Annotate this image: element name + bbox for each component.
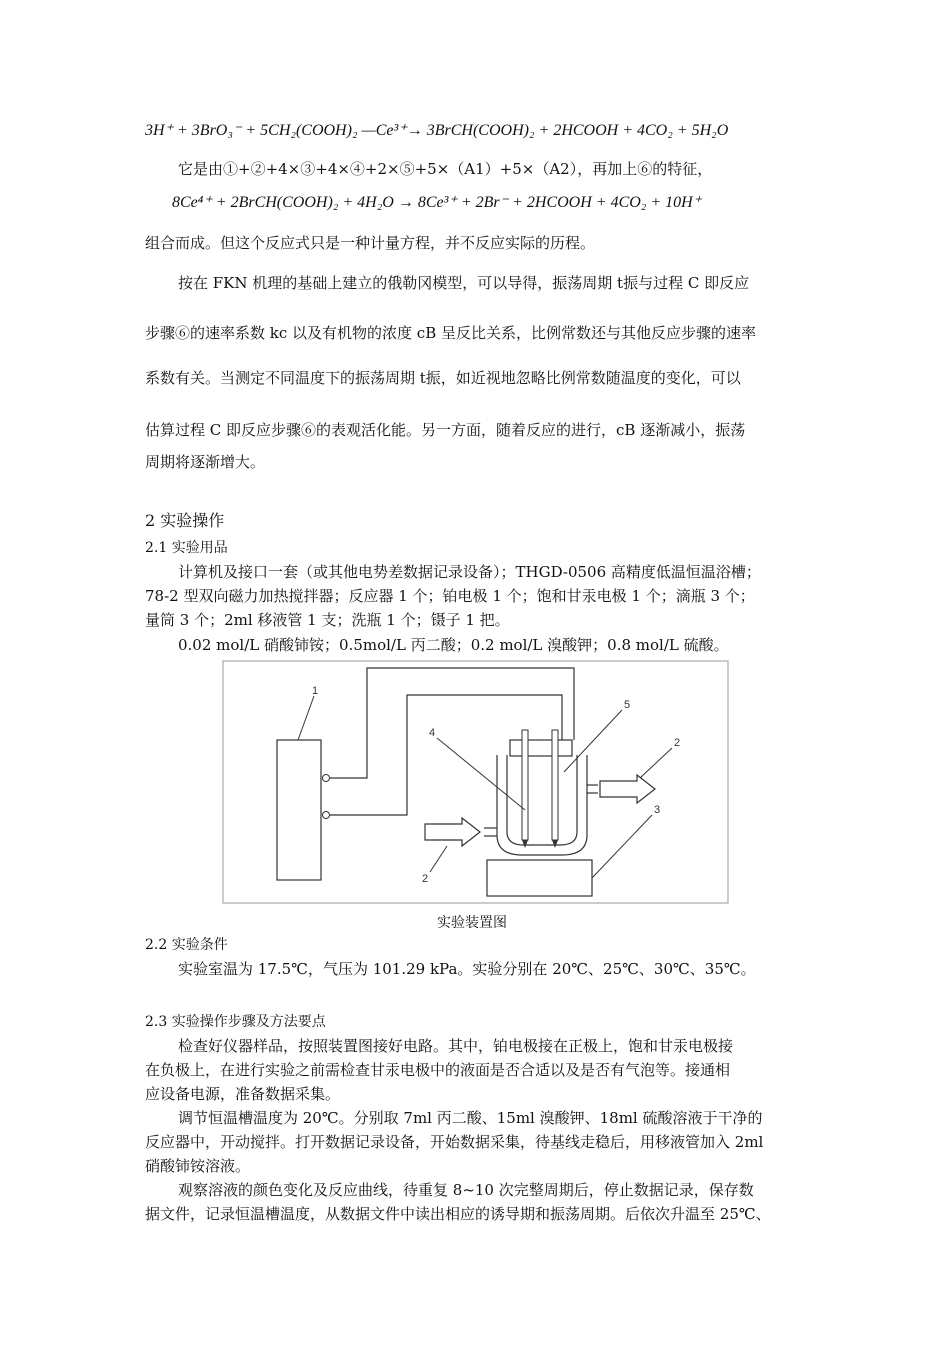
procedure-p1-line1: 检查好仪器样品，按照装置图接好电路。其中，铂电极接在正极上，饱和甘汞电极接 [178,1037,734,1055]
terminal-negative [323,812,330,819]
model-paragraph-line2: 步骤⑥的速率系数 kc 以及有机物的浓度 cB 呈反比关系，比例常数还与其他反应步骤的速率 [145,324,756,342]
diagram-label-1: 1 [312,685,319,697]
section-2-2-heading: 2.2 实验条件 [145,937,228,953]
materials-line3: 量筒 3 个；2ml 移液管 1 支；洗瓶 1 个；镊子 1 把。 [145,611,510,629]
procedure-p3-line1: 观察溶液的颜色变化及反应曲线，待重复 8~10 次完整周期后，停止数据记录，保存数 [178,1181,754,1199]
equation-1-text: 3H⁺ + 3BrO₃⁻ + 5CH₂(COOH)₂ —Ce³⁺→ 3BrCH(COOH)₂ + 2HCOOH + 4CO₂ + 5H₂O [145,122,729,139]
conditions-line: 实验室温为 17.5℃，气压为 101.29 kPa。实验分别在 20℃、25℃、30℃、35℃。 [178,960,756,978]
model-paragraph-line4: 估算过程 C 即反应步骤⑥的表观活化能。另一方面，随着反应的进行，cB 逐渐减小，振荡 [145,421,746,439]
equation-2 [172,192,701,212]
procedure-p3-line2: 据文件，记录恒温槽温度，从数据文件中读出相应的诱导期和振荡周期。后依次升温至 25℃、 [145,1205,771,1223]
apparatus-diagram [222,660,730,905]
procedure-p1-line3: 应设备电源，准备数据采集。 [145,1085,341,1103]
equation-2-text: 8Ce⁴⁺ + 2BrCH(COOH)₂ + 4H₂O → 8Ce³⁺ + 2Br⁻ + 2HCOOH + 4CO₂ + 10H⁺ [172,194,702,211]
section-2-1-heading: 2.1 实验用品 [145,540,228,556]
equation-1 [145,120,820,140]
magnetic-stirrer [487,860,592,896]
recorder-box [277,740,321,880]
electrode-calomel [552,730,558,840]
paragraph-composition-line1: 它是由①+②+4×③+4×④+2×⑤+5×（A1）+5×（A2），再加上⑥的特征， [178,160,713,178]
model-paragraph-line1: 按在 FKN 机理的基础上建立的俄勒冈模型，可以导得，振荡周期 t振与过程 C 即反应 [178,274,750,292]
diagram-label-2-bottom: 2 [422,873,429,885]
procedure-p2-line3: 硝酸铈铵溶液。 [145,1157,251,1175]
diagram-label-2-top: 2 [674,737,681,749]
procedure-p2-line2: 反应器中，开动搅拌。打开数据记录设备，开始数据采集，待基线走稳后，用移液管加入 2ml [145,1133,764,1151]
terminal-positive [323,775,330,782]
procedure-p1-line2: 在负极上，在进行实验之前需检查甘汞电极中的液面是否合适以及是否有气泡等。接通相 [145,1061,731,1079]
model-paragraph-line3: 系数有关。当测定不同温度下的振荡周期 t振，如近视地忽略比例常数随温度的变化，可以 [145,369,741,387]
materials-line1: 计算机及接口一套（或其他电势差数据记录设备）；THGD-0506 高精度低温恒温浴槽； [178,563,761,581]
section-2-3-heading: 2.3 实验操作步骤及方法要点 [145,1014,326,1030]
procedure-p2-line1: 调节恒温槽温度为 20℃。分别取 7ml 丙二酸、15ml 溴酸钾、18ml 硫酸溶液于干净的 [178,1109,763,1127]
diagram-label-4: 4 [429,727,436,739]
materials-line2: 78-2 型双向磁力加热搅拌器；反应器 1 个；铂电极 1 个；饱和甘汞电极 1 个；滴瓶 3 个； [145,587,755,605]
reagents-line: 0.02 mol/L 硝酸铈铵；0.5mol/L 丙二酸；0.2 mol/L 溴酸钾；0.8 mol/L 硫酸。 [178,636,729,654]
model-paragraph-line5: 周期将逐渐增大。 [145,453,266,471]
reactor-lid [510,740,572,756]
figure-caption: 实验装置图 [437,915,507,931]
paragraph-composition-line2: 组合而成。但这个反应式只是一种计量方程，并不反应实际的历程。 [145,234,596,252]
section-2-heading: 2 实验操作 [145,511,225,530]
diagram-label-3: 3 [654,804,661,816]
diagram-label-5: 5 [624,699,631,711]
electrode-platinum [522,730,528,840]
